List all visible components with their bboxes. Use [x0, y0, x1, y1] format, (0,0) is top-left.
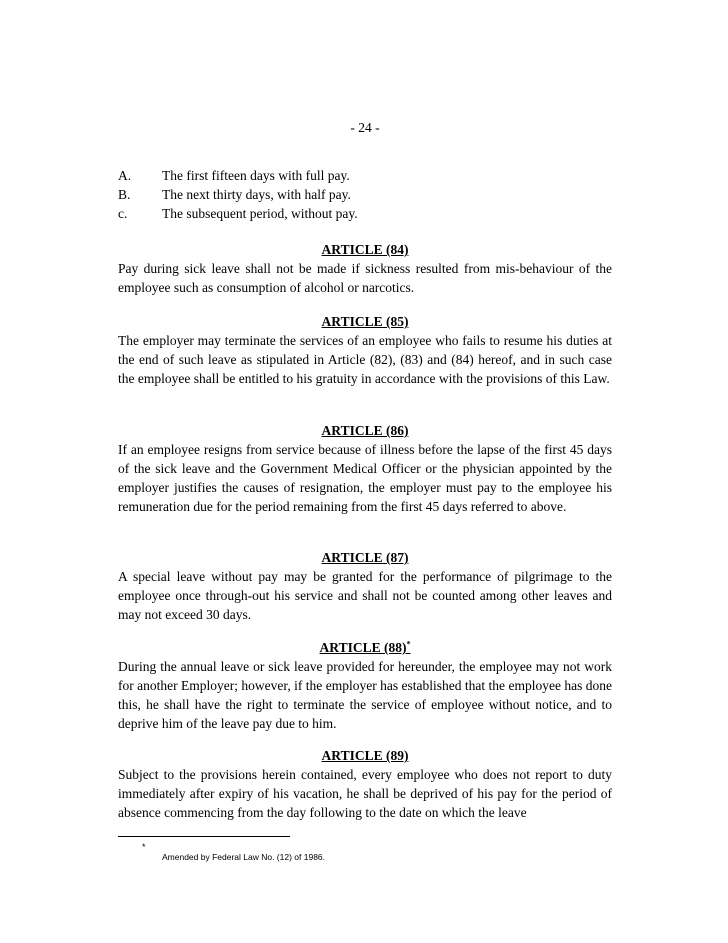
article-87 [118, 548, 612, 624]
article-heading-text: ARTICLE (88) [319, 640, 407, 655]
list-item-text: The subsequent period, without pay. [162, 206, 358, 221]
footnote-divider [118, 836, 290, 837]
footnote-mark: * [142, 842, 146, 852]
article-body: Pay during sick leave shall not be made if sickness resulted from mis-behaviour of the employee such as consumption of alcohol or narcotics. [118, 261, 612, 295]
article-heading [118, 746, 612, 765]
list-marker: B. [118, 187, 131, 202]
page-number: - 24 - [350, 120, 380, 135]
pay-schedule-list [118, 166, 612, 223]
list-item-text: The next thirty days, with half pay. [162, 187, 351, 202]
article-heading-text: ARTICLE (87) [321, 550, 409, 565]
article-86 [118, 421, 612, 516]
article-85 [118, 312, 612, 388]
list-item [118, 204, 612, 223]
footnote-reference: * [406, 639, 411, 649]
article-body: Subject to the provisions herein contained, every employee who does not report to duty immediately after expiry of his vacation, he shall be deprived of his pay for the period of absence commencing from the day following to the date on which the leave [118, 767, 612, 820]
footnote-text: Amended by Federal Law No. (12) of 1986. [162, 852, 326, 862]
article-body: If an employee resigns from service because of illness before the lapse of the first 45 days of the sick leave and the Government Medical Officer or the physician appointed by the employer justifies the causes of resignation, the employer must pay to the employee his remuneration due for the period remaining from the first 45 days referred to above. [118, 442, 612, 514]
article-heading-text: ARTICLE (85) [321, 314, 409, 329]
article-body: During the annual leave or sick leave provided for hereunder, the employee may not work for another Employer; however, if the employer has established that the employee has done this, he shall have the right to terminate the service of employee without notice, and to deprive him of the leave pay due to him. [118, 659, 612, 731]
article-body: A special leave without pay may be granted for the performance of pilgrimage to the employee once through-out his service and shall not be counted among other leaves and may not exceed 30 days. [118, 569, 612, 622]
article-heading-text: ARTICLE (84) [321, 242, 409, 257]
article-body: The employer may terminate the services of an employee who fails to resume his duties at the end of such leave as stipulated in Article (82), (83) and (84) hereof, and in such case the employee shall be entitled to his gratuity in accordance with the provisions of this Law. [118, 333, 612, 386]
article-heading [118, 421, 612, 440]
list-marker: A. [118, 168, 132, 183]
article-84 [118, 240, 612, 297]
article-heading [118, 240, 612, 259]
article-heading-text: ARTICLE (86) [321, 423, 409, 438]
article-88 [118, 638, 612, 733]
article-89 [118, 746, 612, 822]
list-marker: c. [118, 206, 128, 221]
list-item [118, 185, 612, 204]
list-item-text: The first fifteen days with full pay. [162, 168, 350, 183]
article-heading [118, 638, 612, 657]
article-heading-text: ARTICLE (89) [321, 748, 409, 763]
list-item [118, 166, 612, 185]
article-heading [118, 548, 612, 567]
article-heading [118, 312, 612, 331]
